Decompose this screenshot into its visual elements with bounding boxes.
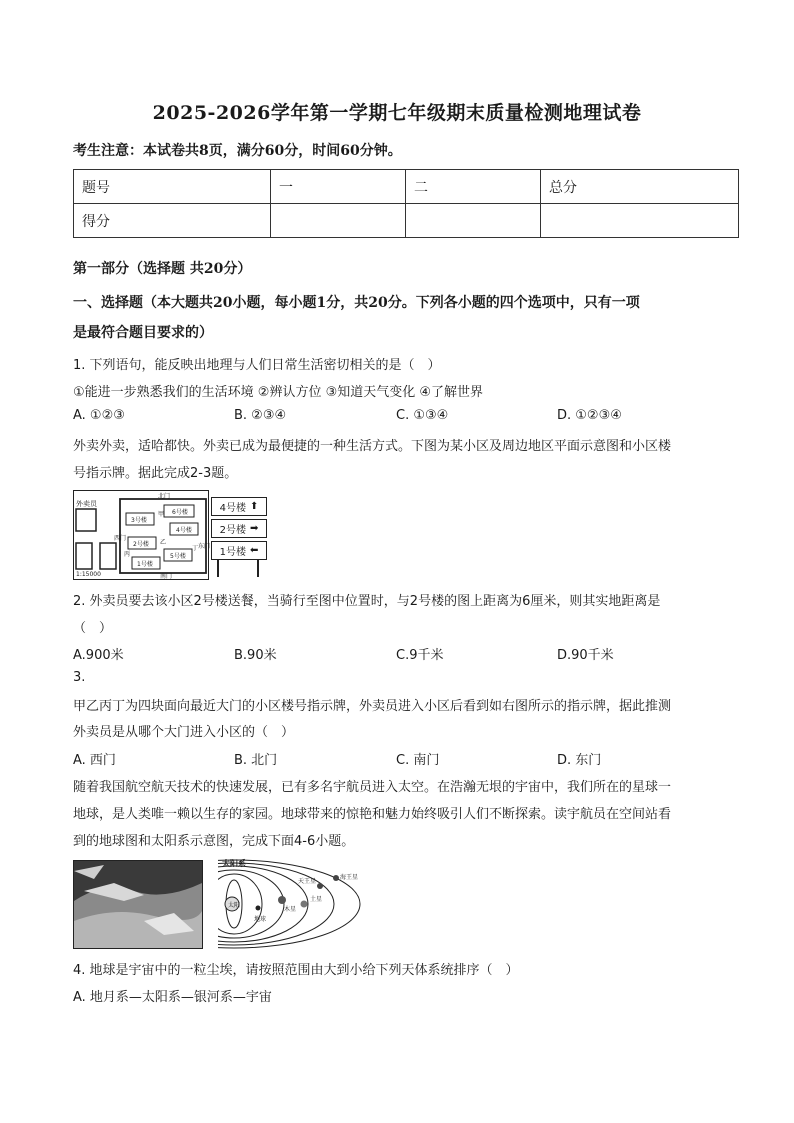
sign-label-ding: 丁 xyxy=(192,545,199,552)
q2-stem: 2. 外卖员要去该小区2号楼送餐，当骑行至图中位置时，与2号楼的图上距离为6厘米，则其实地距离是 xyxy=(73,594,661,609)
score-cell xyxy=(271,204,406,238)
score-table-row-header xyxy=(74,170,739,204)
q3-option-d: D. 东门 xyxy=(557,753,602,768)
sun-label: 太阳 xyxy=(228,902,241,909)
east-gate-label: 东门 xyxy=(198,543,211,550)
building-label: 1号楼 xyxy=(137,561,153,568)
west-gate-label: 西门 xyxy=(114,535,127,542)
q3-stem: 甲乙丙丁为四块面向最近大门的小区楼号指示牌，外卖员进入小区后看到如右图所示的指示牌，据此推测 xyxy=(73,699,672,714)
candidate-notice: 考生注意：本试卷共8页，满分60分，时间60分钟。 xyxy=(73,143,402,159)
score-cell: 得分 xyxy=(74,204,271,238)
score-cell: 题号 xyxy=(74,170,271,204)
arrow-right-icon: ➡ xyxy=(249,523,259,534)
q2-option-c: C.9千米 xyxy=(396,648,444,663)
takeout-label: 外卖员 xyxy=(76,500,97,508)
sign-label-jia: 甲 xyxy=(158,511,165,518)
q3-number: 3. xyxy=(73,670,86,685)
south-gate-label: 南门 xyxy=(160,573,173,580)
building-label: 3号楼 xyxy=(131,517,147,524)
q1-option-b: B. ②③④ xyxy=(234,408,287,423)
building-label: 6号楼 xyxy=(172,509,188,516)
q1-option-a: A. ①②③ xyxy=(73,408,125,423)
earth-photo xyxy=(73,860,203,949)
q1-items: ①能进一步熟悉我们的生活环境 ②辨认方位 ③知道天气变化 ④了解世界 xyxy=(73,385,484,400)
section1-instructions: 一、选择题（本大题共20小题，每小题1分，共20分。下列各小题的四个选项中，只有一项 xyxy=(73,295,640,311)
building-signpost xyxy=(209,495,269,579)
q1-option-d: D. ①②③④ xyxy=(557,408,622,423)
q3-option-a: A. 西门 xyxy=(73,753,116,768)
score-table xyxy=(73,169,739,238)
score-cell: 总分 xyxy=(541,170,739,204)
exam-title: 2025-2026学年第一学期七年级期末质量检测地理试卷 xyxy=(152,102,642,124)
passage2-cont: 地球，是人类唯一赖以生存的家园。地球带来的惊艳和魅力始终吸引人们不断探索。读宇航员在空间站看 xyxy=(73,807,672,822)
north-gate-label: 北门 xyxy=(158,493,171,500)
solar-system-diagram xyxy=(218,858,378,950)
q1-stem: 1. 下列语句，能反映出地理与人们日常生活密切相关的是（ ） xyxy=(73,358,441,373)
q3-option-b: B. 北门 xyxy=(234,753,278,768)
q1-option-c: C. ①③④ xyxy=(396,408,449,423)
score-cell: 二 xyxy=(406,170,541,204)
sign-label-yi: 乙 xyxy=(160,539,167,546)
score-cell: 一 xyxy=(271,170,406,204)
score-table-row-score xyxy=(74,204,739,238)
signpost-label: 2号楼 xyxy=(219,525,246,536)
q4-option-a: A. 地月系—太阳系—银河系—宇宙 xyxy=(73,990,272,1005)
arrow-up-icon: ⬆ xyxy=(249,501,259,512)
planet-label: 地球 xyxy=(254,916,267,923)
neighborhood-map xyxy=(73,490,209,580)
planet-label: 天王星 xyxy=(298,878,317,885)
q2-option-b: B.90米 xyxy=(234,648,277,663)
building-label: 4号楼 xyxy=(176,527,192,534)
q2-stem-cont: （ ） xyxy=(73,621,113,636)
planet-label: 海王星 xyxy=(340,874,359,881)
signpost-pole xyxy=(217,559,219,577)
solar-title: 太阳系 xyxy=(222,859,246,868)
signpost-label: 1号楼 xyxy=(219,547,246,558)
score-cell xyxy=(541,204,739,238)
sign-label-bing: 丙 xyxy=(124,551,131,558)
q3-stem-cont: 外卖员是从哪个大门进入小区的（ ） xyxy=(73,725,295,740)
part1-heading: 第一部分（选择题 共20分） xyxy=(73,261,252,277)
section1-instructions-cont: 是最符合题目要求的） xyxy=(73,325,213,341)
arrow-left-icon: ⬅ xyxy=(249,545,259,556)
passage1-cont: 号指示牌。据此完成2-3题。 xyxy=(73,466,238,481)
signpost-label: 4号楼 xyxy=(219,503,246,514)
passage2-cont2: 到的地球图和太阳系示意图，完成下面4-6小题。 xyxy=(73,834,355,849)
q3-option-c: C. 南门 xyxy=(396,753,440,768)
map-scale: 1:15000 xyxy=(76,571,101,578)
q2-option-d: D.90千米 xyxy=(557,648,614,663)
signpost-pole xyxy=(257,559,259,577)
passage2: 随着我国航空航天技术的快速发展，已有多名宇航员进入太空。在浩瀚无垠的宇宙中，我们所在的星球一 xyxy=(73,780,672,795)
signpost-board-2 xyxy=(211,519,267,538)
planet-label: 木星 xyxy=(284,906,297,913)
signpost-board-1 xyxy=(211,541,267,560)
q4-stem: 4. 地球是宇宙中的一粒尘埃，请按照范围由大到小给下列天体系统排序（ ） xyxy=(73,963,519,978)
building-label: 5号楼 xyxy=(170,553,186,560)
q2-option-a: A.900米 xyxy=(73,648,124,663)
building-label: 2号楼 xyxy=(133,541,149,548)
score-cell xyxy=(406,204,541,238)
passage1: 外卖外卖，适哈都快。外卖已成为最便捷的一种生活方式。下图为某小区及周边地区平面示意图和小区楼 xyxy=(73,439,672,454)
signpost-board-4 xyxy=(211,497,267,516)
planet-label: 土星 xyxy=(310,896,323,903)
